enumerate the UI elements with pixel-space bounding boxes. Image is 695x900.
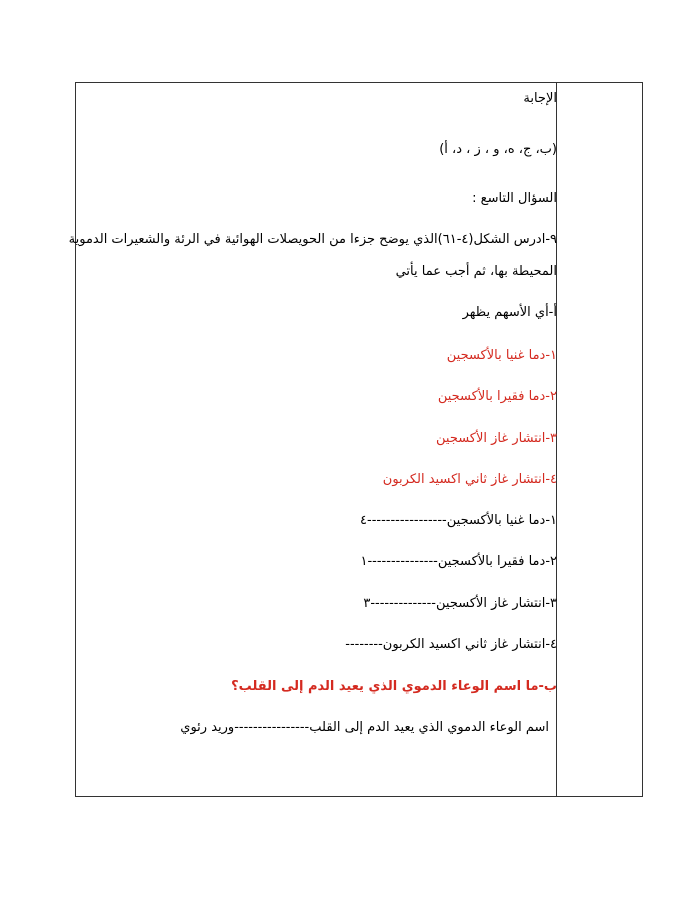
part-b-answer: اسم الوعاء الدموي الذي يعيد الدم إلى القلب----------------وريد رئوي xyxy=(180,720,549,735)
answer-4: ٤-انتشار غاز ثاني اكسيد الكربون-------- xyxy=(345,637,557,652)
option-4: ٤-انتشار غاز ثاني اكسيد الكربون xyxy=(382,472,557,487)
part-a-prompt: أ-أي الأسهم يظهر xyxy=(462,305,557,320)
answer-label: الإجابة xyxy=(523,91,557,106)
question-text-line1: ٩-ادرس الشكل(٤-٦١)الذي يوضح جزءا من الحويصلات الهوائية في الرئة والشعيرات الدموية xyxy=(68,232,557,247)
answer-2: ٢-دما فقيرا بالأكسجين---------------١ xyxy=(360,554,557,569)
answer-3: ٣-انتشار غاز الأكسجين--------------٣ xyxy=(363,596,557,611)
option-3: ٣-انتشار غاز الأكسجين xyxy=(436,431,557,446)
question-title: السؤال التاسع : xyxy=(472,191,557,206)
answer-order: (ب، ج، ه، و ، ز ، د، أ) xyxy=(439,142,557,157)
part-b-question: ب-ما اسم الوعاء الدموي الذي يعيد الدم إلى القلب؟ xyxy=(231,679,557,694)
option-2: ٢-دما فقيرا بالأكسجين xyxy=(437,389,557,404)
question-text-line2: المحيطة بها، ثم أجب عما يأتي xyxy=(395,264,557,279)
answer-1: ١-دما غنيا بالأكسجين-----------------٤ xyxy=(360,513,557,528)
option-1: ١-دما غنيا بالأكسجين xyxy=(446,348,557,363)
